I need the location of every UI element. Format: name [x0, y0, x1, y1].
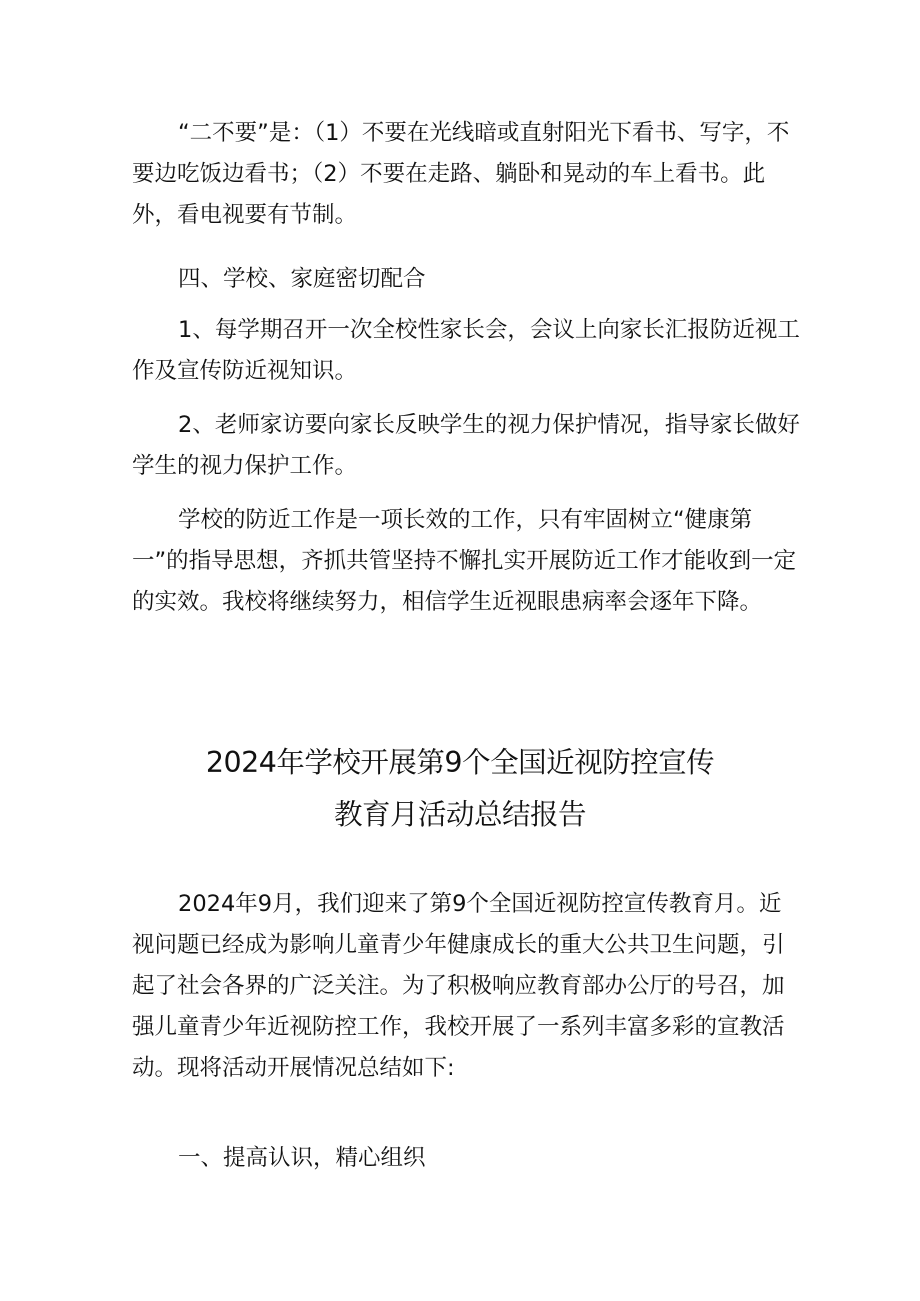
section-heading-1: 一、提高认识，精心组织: [178, 1145, 426, 1171]
paragraph-two-donts: “二不要”是：（1）不要在光线暗或直射阳光下看书、写字，不要边吃饭边看书；（2）不要在走路、躺卧和晃动的车上看书。此外，看电视要有节制。: [132, 120, 790, 228]
report-title-line-2: 教育月活动总结报告: [333, 798, 586, 831]
list-item-2: 2、老师家访要向家长反映学生的视力保护情况，指导家长做好学生的视力保护工作。: [132, 412, 800, 479]
intro-paragraph: 2024年9月，我们迎来了第9个全国近视防控宣传教育月。近视问题已经成为影响儿童青少年健康成长的重大公共卫生问题，引起了社会各界的广泛关注。为了积极响应教育部办公厅的号召，加强儿童青少年近视防控工作，我校开展了一系列丰富多彩的宣教活动。现将活动开展情况总结如下:: [132, 891, 785, 1081]
closing-paragraph: 学校的防近工作是一项长效的工作，只有牢固树立“健康第一”的指导思想，齐抓共管坚持不懈扎实开展防近工作才能收到一定的实效。我校将继续努力，相信学生近视眼患病率会逐年下降。: [132, 507, 797, 615]
section-heading-4: 四、学校、家庭密切配合: [178, 266, 426, 292]
list-item-1: 1、每学期召开一次全校性家长会，会议上向家长汇报防近视工作及宣传防近视知识。: [132, 317, 800, 384]
report-title-line-1: 2024年学校开展第9个全国近视防控宣传: [205, 746, 715, 779]
